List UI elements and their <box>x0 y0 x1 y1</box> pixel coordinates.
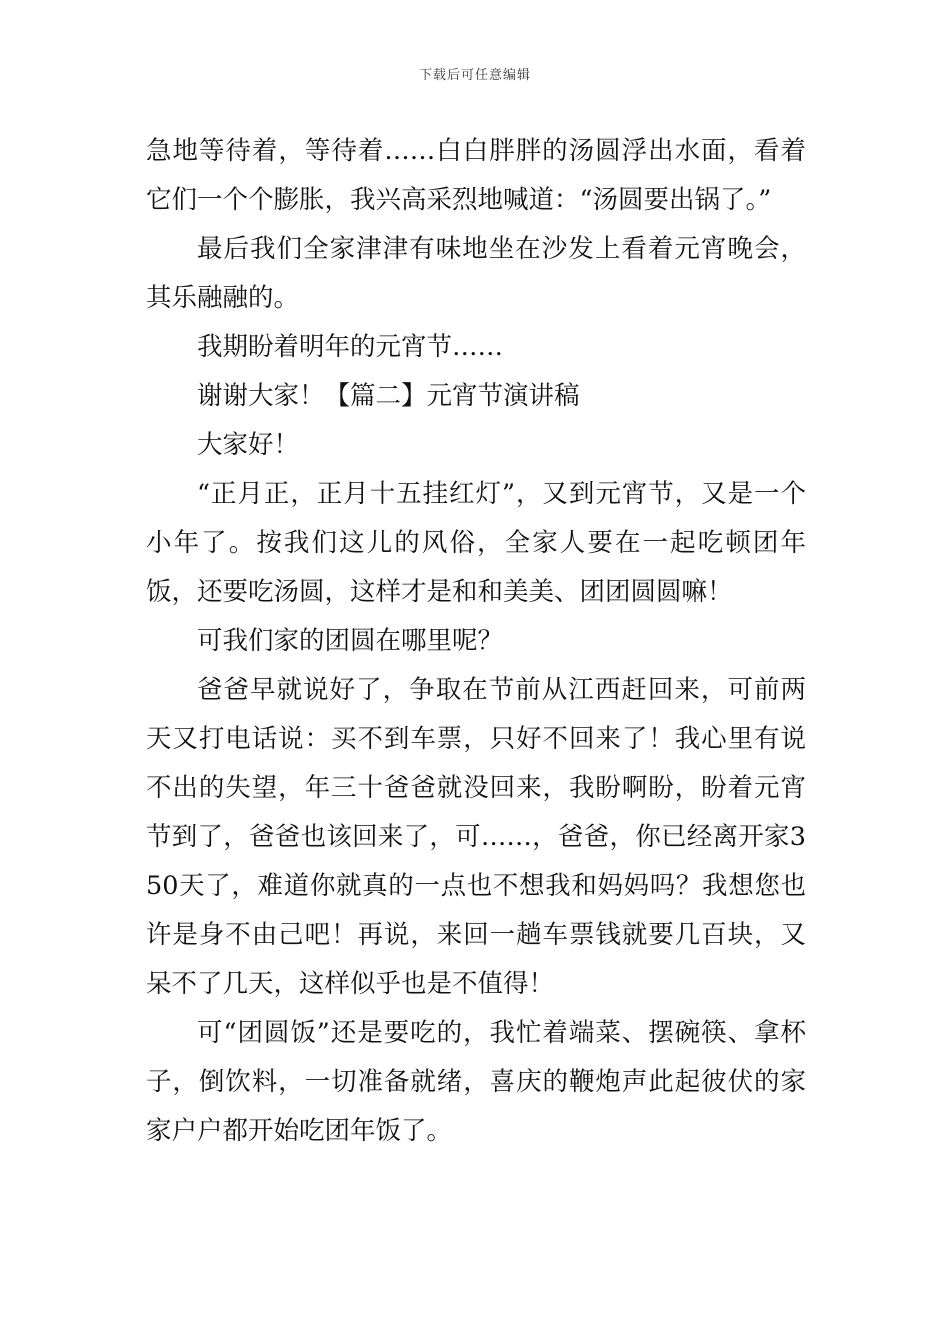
paragraph-hope: 我期盼着明年的元宵节…… <box>197 332 504 362</box>
paragraph-closing: 最后我们全家津津有味地坐在沙发上看着元宵晚会，其乐融融的。 <box>146 234 806 313</box>
paragraph-reunion-dinner: 可“团圆饭”还是要吃的，我忙着端菜、摆碗筷、拿杯子，倒饮料，一切准备就绪，喜庆的鞭炮声此起彼伏的家家户户都开始吃团年饭了。 <box>146 1018 806 1146</box>
paragraph-greeting: 大家好！ <box>197 430 300 460</box>
page-header-note: 下载后可任意编辑 <box>418 68 531 83</box>
paragraph-continuation: 急地等待着，等待着……白白胖胖的汤圆浮出水面，看着它们一个个膨胀，我兴高采烈地喊道：“汤圆要出锅了。” <box>146 136 806 215</box>
document-body <box>146 127 806 1156</box>
paragraph-question: 可我们家的团圆在哪里呢？ <box>197 626 504 656</box>
paragraph-father: 爸爸早就说好了，争取在节前从江西赶回来，可前两天又打电话说：买不到车票，只好不回来了！我心里有说不出的失望，年三十爸爸就没回来，我盼啊盼，盼着元宵节到了，爸爸也该回来了，可……，爸爸，你已经离开家350天了，难道你就真的一点也不想我和妈妈吗？我想您也许是身不由己吧！再说，来回一趟车票钱就要几百块，又呆不了几天，这样似乎也是不值得！ <box>146 675 806 999</box>
paragraph-section-title: 谢谢大家！【篇二】元宵节演讲稿 <box>197 381 580 411</box>
paragraph-intro: “正月正，正月十五挂红灯”，又到元宵节，又是一个小年了。按我们这儿的风俗，全家人要在一起吃顿团年饭，还要吃汤圆，这样才是和和美美、团团圆圆嘛！ <box>146 479 806 607</box>
